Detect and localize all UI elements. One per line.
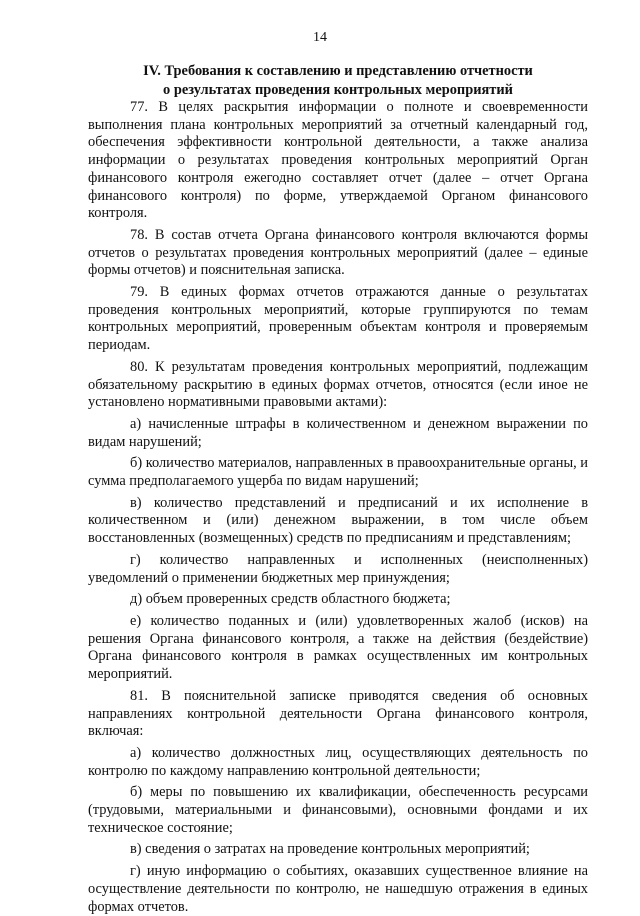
item-81-b: б) меры по повышению их квалификации, обеспеченность ресурсами (трудовыми, материальными и финансовыми), основными фондами и их техническое состояние; — [88, 784, 588, 836]
paragraph-79: 79. В единых формах отчетов отражаются данные о результатах проведения контрольных мероприятий, которые группируются по темам контрольных мероприятий, проверенным объектам контроля и проверяемым периодам. — [88, 284, 588, 354]
item-80-e: е) количество поданных и (или) удовлетворенных жалоб (исков) на решения Органа финансового контроля, а также на действия (бездействие) Органа финансового контроля в рамках осуществленных им контрольных мероприятий. — [88, 612, 588, 683]
paragraph-80: 80. К результатам проведения контрольных мероприятий, подлежащим обязательному раскрытию в единых формах отчетов, относятся (если иное не установлено нормативными правовыми актами): — [88, 358, 588, 411]
section-heading-line-2: о результатах проведения контрольных мероприятий — [163, 82, 513, 98]
item-81-g: г) иную информацию о событиях, оказавших существенное влияние на осуществление деятельности по контролю, не нашедшую отражения в единых формах отчетов. — [88, 863, 588, 915]
item-80-v: в) количество представлений и предписаний и их исполнение в количественном и (или) денежном выражении, в том числе объем восстановленных (возмещенных) средств по предписаниям и представлениям; — [88, 494, 588, 547]
item-81-v: в) сведения о затратах на проведение контрольных мероприятий; — [130, 841, 530, 858]
item-80-b: б) количество материалов, направленных в правоохранительные органы, и сумма предполагаемого ущерба по видам нарушений; — [88, 455, 589, 490]
item-80-d: д) объем проверенных средств областного бюджета; — [130, 591, 451, 608]
item-81-a: а) количество должностных лиц, осуществляющих деятельность по контролю по каждому направлению контрольной деятельности; — [88, 744, 588, 779]
section-heading-line-1: IV. Требования к составлению и представлению отчетности — [143, 63, 533, 79]
section-heading — [88, 62, 588, 100]
item-80-a: а) начисленные штрафы в количественном и денежном выражении по видам нарушений; — [88, 415, 588, 450]
paragraph-78: 78. В состав отчета Органа финансового контроля включаются формы отчетов о результатах проведения контрольных мероприятий (далее – единые формы отчетов) и пояснительная записка. — [88, 226, 588, 279]
item-80-g: г) количество направленных и исполненных (неисполненных) уведомлений о применении бюджетных мер принуждения; — [88, 551, 588, 586]
paragraph-81: 81. В пояснительной записке приводятся сведения об основных направлениях контрольной деятельности Органа финансового контроля, включая: — [88, 687, 588, 740]
body-text — [88, 99, 588, 916]
page-number: 14 — [313, 30, 327, 45]
paragraph-77: 77. В целях раскрытия информации о полноте и своевременности выполнения плана контрольных мероприятий за отчетный календарный год, обеспечения эффективности контрольной деятельности, а также анализа информации о результатах проведения контрольных мероприятий Орган финансового контроля ежегодно составляет отчет (далее – отчет Органа финансового контроля) по форме, утверждаемой Органом финансового контроля. — [88, 99, 588, 222]
